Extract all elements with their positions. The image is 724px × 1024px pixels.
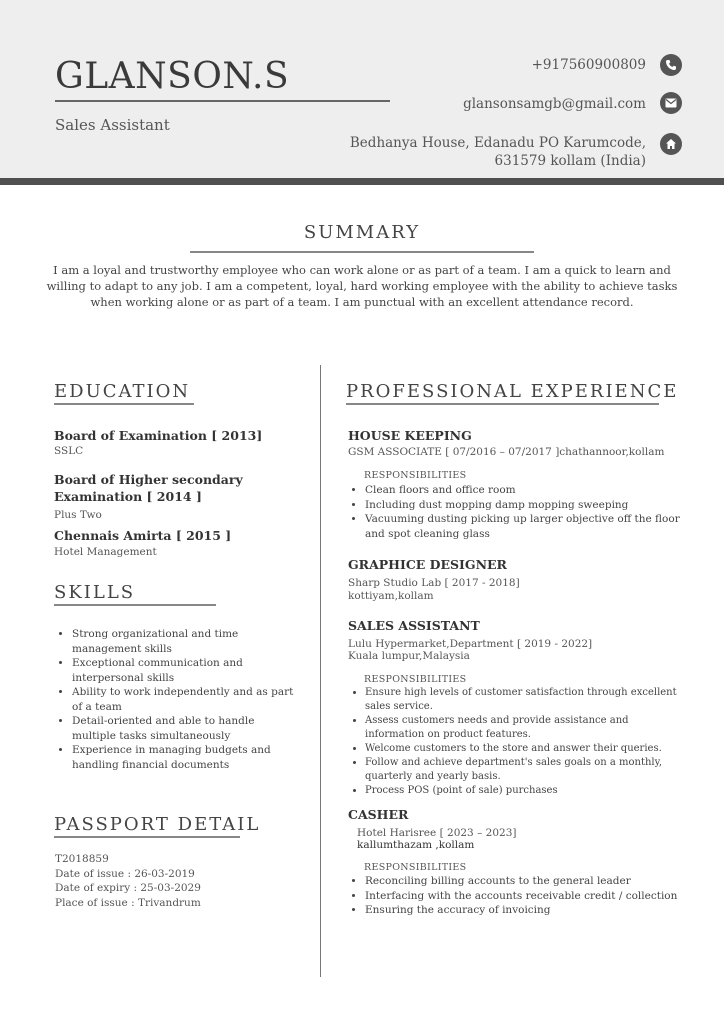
- list-item: • Clean floors and office room: [365, 483, 688, 498]
- job-title: SALES ASSISTANT: [348, 618, 480, 633]
- job-title: CASHER: [348, 807, 409, 822]
- job-entry: [348, 428, 688, 541]
- list-item: • Detail-oriented and able to handle multiple tasks simultaneously: [72, 714, 295, 743]
- responsibilities-label: RESPONSIBILITIES: [364, 862, 467, 873]
- job-employer: GSM ASSOCIATE [ 07/2016 – 07/2017 ]chathannoor,kollam: [348, 446, 665, 458]
- list-item: • Welcome customers to the store and answer their queries.: [365, 742, 690, 756]
- passport-issue-place: Place of issue : Trivandrum: [55, 896, 201, 909]
- job-employer: Sharp Studio Lab [ 2017 - 2018]: [348, 577, 520, 589]
- passport-expiry-date: Date of expiry : 25-03-2029: [55, 882, 201, 894]
- job-employer: Lulu Hypermarket,Department [ 2019 - 2022]: [348, 638, 593, 650]
- list-item: • Vacuuming dusting picking up larger objective off the floor and spot cleaning glass: [365, 512, 688, 541]
- home-address: [350, 134, 646, 170]
- education-heading-text: Board of Examination [ 2013]: [54, 428, 263, 443]
- header-divider-bar: [0, 178, 724, 185]
- job-title: HOUSE KEEPING: [348, 428, 472, 443]
- list-item: • Exceptional communication and interpersonal skills: [72, 656, 295, 685]
- list-item: • Including dust mopping damp mopping sweeping: [365, 498, 688, 513]
- job-location: Kuala lumpur,Malaysia: [348, 650, 470, 662]
- address-line-1: Bedhanya House, Edanadu PO Karumcode,: [349, 135, 646, 151]
- job-title: GRAPHICE DESIGNER: [348, 557, 507, 572]
- experience-underline: [346, 403, 659, 405]
- summary-text: I am a loyal and trustworthy employee who can work alone or as part of a team. I am a quick to learn and willing to adapt to any job. I am a competent, loyal, hard working employee with the ability to achieve tasks when working alone or as part of a team. I am punctual with an excellent attendance record.: [46, 263, 678, 309]
- skills-underline: [54, 604, 216, 606]
- passport-number: T2018859: [55, 853, 109, 865]
- list-item: • Follow and achieve department's sales goals on a monthly, quarterly and yearly basis.: [365, 756, 690, 784]
- list-item: • Interfacing with the accounts receivable credit / collection: [365, 889, 688, 904]
- education-heading-text: Chennais Amirta [ 2015 ]: [54, 528, 232, 543]
- list-item: • Ability to work independently and as part of a team: [72, 685, 295, 714]
- address-line-2: 631579 kollam (India): [494, 153, 646, 169]
- list-item: • Experience in managing budgets and handling financial documents: [72, 743, 295, 772]
- education-sub-text: Plus Two: [54, 509, 102, 521]
- passport-heading: PASSPORT DETAIL: [54, 814, 261, 835]
- job-employer: Hotel Harisree [ 2023 – 2023]: [357, 827, 517, 839]
- candidate-role: Sales Assistant: [55, 116, 170, 134]
- job-entry: [348, 557, 688, 602]
- list-item: • Strong organizational and time management skills: [72, 627, 295, 656]
- summary-underline: [190, 251, 534, 253]
- education-item: [54, 428, 312, 457]
- education-underline: [54, 403, 194, 405]
- skills-heading: SKILLS: [54, 582, 136, 603]
- email-address: glansonsamgb@gmail.com: [463, 96, 646, 112]
- list-item: • Assess customers needs and provide assistance and information on product features.: [365, 714, 690, 742]
- responsibilities-label: RESPONSIBILITIES: [364, 674, 467, 685]
- job-entry: [348, 807, 688, 918]
- phone-number: +917560900809: [531, 57, 646, 73]
- passport-issue-date: Date of issue : 26-03-2019: [55, 867, 195, 880]
- home-icon: [660, 133, 682, 155]
- list-item: • Process POS (point of sale) purchases: [365, 784, 690, 798]
- list-item: • Ensure high levels of customer satisfaction through excellent sales service.: [365, 686, 690, 714]
- skills-list: [55, 627, 295, 772]
- phone-icon: [660, 54, 682, 76]
- education-heading: EDUCATION: [54, 381, 191, 402]
- envelope-icon: [660, 92, 682, 114]
- passport-underline: [54, 836, 240, 838]
- list-item: • Reconciling billing accounts to the general leader: [365, 874, 688, 889]
- column-divider: [320, 365, 321, 977]
- education-sub-text: SSLC: [54, 445, 84, 457]
- education-heading-text: Board of Higher secondary Examination [ 2014 ]: [54, 472, 243, 504]
- job-location: kottiyam,kollam: [348, 590, 434, 602]
- education-item: [54, 471, 312, 524]
- experience-heading: PROFESSIONAL EXPERIENCE: [346, 381, 679, 402]
- name-underline: [55, 100, 390, 102]
- education-item: [54, 528, 312, 558]
- education-sub-text: Hotel Management: [54, 546, 157, 558]
- passport-details: [55, 852, 201, 910]
- responsibilities-label: RESPONSIBILITIES: [364, 470, 467, 481]
- job-entry: [348, 618, 690, 798]
- job-location: kallumthazam ,kollam: [357, 839, 475, 851]
- list-item: • Ensuring the accuracy of invoicing: [365, 903, 688, 918]
- candidate-name: GLANSON.S: [55, 56, 290, 97]
- summary-heading: SUMMARY: [303, 222, 421, 243]
